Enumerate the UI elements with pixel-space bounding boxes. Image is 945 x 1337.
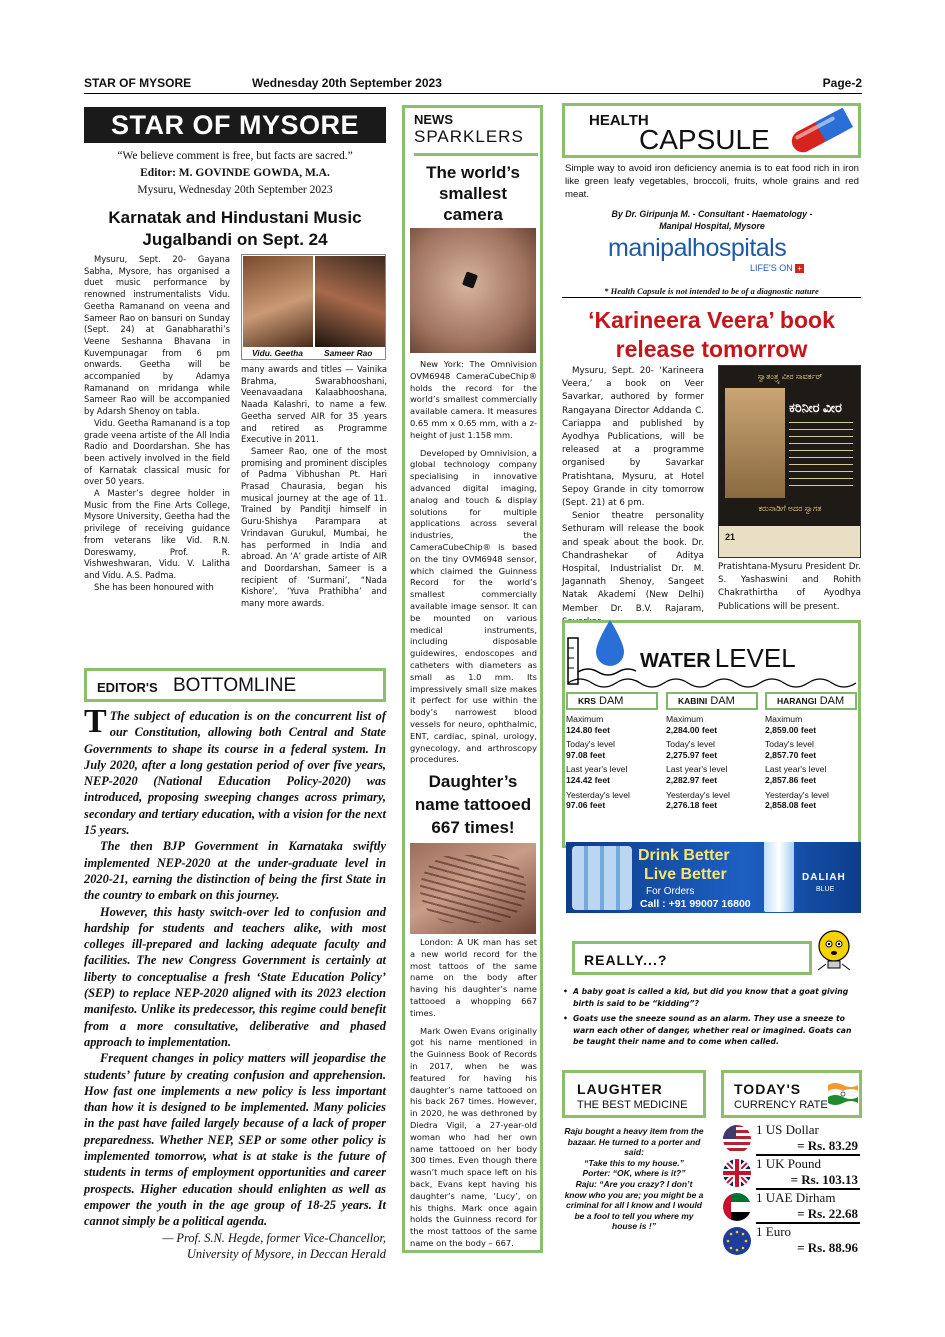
eur-value: = Rs. 88.96 [797, 1240, 858, 1255]
currency-rates [720, 1122, 860, 1256]
sameer-photo [315, 256, 385, 347]
page-header [84, 76, 862, 94]
health-disclaimer: * Health Capsule is not intended to be of a diagnostic nature [562, 286, 861, 298]
manipal-tagline: LIFE'S ON + [750, 263, 804, 273]
really-label: REALLY...? [584, 952, 668, 968]
sameer-caption: Sameer Rao [324, 348, 373, 358]
music-column-2 [241, 364, 387, 610]
sparklers-label-2: SPARKLERS [414, 127, 524, 146]
poster-subtitle: ಕರುನಾಡಿಗೆ ಅದರ ಸ್ವಾಗತ [758, 504, 822, 513]
health-byline-2: Manipal Hospital, Mysore [659, 221, 765, 231]
editorial-para: T The subject of education is on the concurrent list of our Constitution, allowing both Central and State Governments to shape its course in a federal system. In July 2020, after a long gestation period of over five years, NEP-2020 (National Education Policy-2020) was introduced, proposing sweeping changes across primary, secondary and tertiary education, with a vision for the next 15 years. [84, 703, 386, 838]
krs-last-label: Last year's level [566, 764, 628, 775]
geetha-caption: Vidu. Geetha [252, 348, 303, 358]
kabini-today: 2,275.97 feet [666, 749, 718, 760]
bullet-icon: • [563, 987, 568, 996]
rate-row-aed [720, 1190, 860, 1224]
currency-label-box [721, 1070, 862, 1118]
plus-icon: + [795, 264, 804, 273]
harangi-today-label: Today's level [765, 739, 814, 750]
editorial-para: The then BJP Government in Karnataka swiftly implemented NEP-2020 at the under-graduate level in 2020-21, earning the distinction of being the first State in the country to embark on this journey. [84, 839, 386, 903]
book-para: Senior theatre personality Sethuram will release the book and speak about the book. Dr. Chandrashekar of Aditya Hospital, Industrialist Dr. M. Jagannath Shenoy, Sangeet Natak Akademi (New Delhi) Member Dr. B.V. Rajaram, [562, 511, 704, 614]
joke-line: Raju bought a heavy item from the bazaar. He turned to a porter and said: [564, 1126, 704, 1158]
eu-flag-icon [722, 1226, 752, 1256]
book-headline-1: ‘Karineera Veera’ book [588, 307, 835, 333]
aed-value: = Rs. 22.68 [797, 1206, 858, 1221]
capsule-pill-icon [783, 108, 857, 154]
really-label-box [572, 941, 812, 975]
tattoo-body [410, 937, 537, 1250]
book-headline [562, 306, 861, 364]
laughter-label-1: LAUGHTER [577, 1081, 663, 1097]
ad-line-2: Live Better [644, 866, 727, 883]
poster-title: ಕರಿನೀರ ವೀರ [789, 400, 842, 415]
krs-today-label: Today's level [566, 739, 615, 750]
masthead-dateline: Mysuru, Wednesday 20th September 2023 [137, 184, 333, 196]
masthead-info [84, 148, 386, 199]
tattoo-para: London: A UK man has set a new world record for the most tattoos of the same name on the body after having his daughter’s name tattooed a whopping 667 times. [410, 937, 537, 1018]
krs-yest: 97.06 feet [566, 800, 606, 811]
harangi-max-label: Maximum [765, 714, 803, 724]
kabini-last: 2,282.97 feet [666, 774, 718, 785]
tattoo-photo [410, 843, 536, 934]
aed-unit: 1 UAE Dirham [756, 1190, 836, 1205]
harangi-today: 2,857.70 feet [765, 749, 817, 760]
camera-chip [462, 271, 478, 288]
masthead-editor: Editor: M. GOVINDE GOWDA, M.A. [140, 167, 330, 179]
ad-line-1: Drink Better [638, 847, 730, 864]
music-headline-line-1: Karnatak and Hindustani Music [108, 208, 362, 227]
krs-last: 124.42 feet [566, 774, 610, 785]
music-para: Mysuru, Sept. 20- Gayana Sabha, Mysore, has organised a duet music performance by renowned instrumentalists Vidu. Geetha Ramanand on veena and Sameer Rao on bansuri on Sunday (Sept. 24) at Ganabharathi’s Veene Seshanna Bhavana in Kuvempunagar from 6 pm onwards. Geetha will be accompanied by Adamya Ramanand on mridanga while Sameer Rao will be accompanied by Adarsh Shenoy on tabla. [84, 254, 230, 417]
editorial-body [84, 703, 386, 1262]
dam-harangi-values [765, 710, 857, 811]
music-para: many awards and titles — Vainika Brahma, Swarabhooshani, Veenavaadana Kalaabhooshana, Naada Kalashri, to name a few. Geetha served AIR for 35 years and retired as Programme Executive in 2011. [241, 364, 387, 445]
laughter-joke [564, 1126, 704, 1232]
music-para: A Master’s degree holder in Music from the Fine Arts College, Mysore University, Geetha had the privilege of receiving guidance from veterans like Vid. R.N. Doreswamy, Prof. R. Vishweshwaran, Vidu. V. Lalitha and Vidu. A.S. Padma. [84, 488, 230, 580]
gbp-unit: 1 UK Pound [756, 1156, 822, 1171]
book-para: Mysuru, Sept. 20- ‘Karineera Veera,’ a book on Veer Savarkar, authored by former Rangayana Director Addanda C. Cariappa and published by Ayodhya Publications, will be released at a programme organised by Savarkar Pratishtana, Mysuru, at Hotel Sepoy Grande in city tomorrow (Sept. 21) at 6 pm. [562, 366, 704, 509]
ad-slogan [638, 846, 730, 884]
editorial-para: However, this hasty switch-over led to confusion and hardship for students and teachers alike, with most colleges ill-prepared and lacking adequate faculty and facilities. The new Congress Government is certainly at liberty to conceptualise a fresh ‘State Education Policy’ (SEP) to replace NEP-2020 aligned with its 2023 election manifesto. Unlike its predecessor, this regime could benefit from a more consultative, deliberative and phased approach to implementation. [84, 904, 386, 1049]
camera-body [410, 359, 537, 766]
kabini-max: 2,284.00 feet [666, 724, 718, 735]
ad-brand: DALIAH [802, 872, 846, 883]
dam-krs-values [566, 710, 658, 811]
music-column-1 [84, 254, 230, 593]
dam-krs-label: KRS DAM [566, 692, 658, 710]
dam-kabini [666, 692, 758, 811]
health-byline-1: By Dr. Giripunja M. - Consultant - Haematology - [611, 209, 813, 219]
currency-label-1: TODAY'S [734, 1081, 802, 1097]
harangi-last-label: Last year's level [765, 764, 827, 775]
health-text: Simple way to avoid iron deficiency anemia is to eat food rich in iron like green leafy vegetables, broccoli, fruits, whole grains and red meat. [565, 163, 859, 200]
usd-unit: 1 US Dollar [756, 1122, 819, 1137]
rate-row-gbp [720, 1156, 860, 1190]
health-label-1: HEALTH [589, 112, 649, 129]
kabini-yest-label: Yesterday's level [666, 789, 730, 800]
editor-box-label [84, 668, 386, 702]
header-page-number: Page-2 [822, 76, 862, 90]
poster-date: 21 [725, 532, 736, 542]
usd-value: = Rs. 83.29 [797, 1138, 858, 1153]
kabini-yest: 2,276.18 feet [666, 800, 718, 811]
kabini-max-label: Maximum [666, 714, 704, 724]
rate-row-eur [720, 1224, 860, 1258]
music-para: She has been honoured with [94, 581, 214, 592]
editor-label-2: BOTTOMLINE [173, 675, 297, 696]
camera-headline: The world’s smallest camera [426, 163, 520, 224]
krs-today: 97.08 feet [566, 749, 606, 760]
masthead-title: STAR OF MYSORE [84, 107, 386, 143]
tattoo-para: Mark Owen Evans originally got his name mentioned in the Guinness Book of Records in 2017, when he was featured for having his daughter’s name tattooed on his back 267 times. However, in 2020, he was dethroned by Diedra Vigil, a 27-year-old woman who had her own name tattooed on her body 300 times. Even though there wasn’t much space left on his back, Evans kept having his daughter’s name, ‘Lucy’, on his thighs. Mark once again holds the Guinness record for the most tattoos of the same name on the body – 667. [410, 1025, 537, 1248]
health-byline [565, 208, 859, 232]
krs-max-label: Maximum [566, 714, 604, 724]
drop-cap: T [84, 703, 107, 740]
dam-krs [566, 692, 658, 811]
really-item: • A baby goat is called a kid, but did you know that a goat giving birth is said to be “kidding”? [563, 987, 849, 1008]
health-label-box [562, 103, 861, 158]
india-flag-icon [828, 1081, 858, 1105]
kabini-last-label: Last year's level [666, 764, 728, 775]
sparklers-label-1: NEWS [414, 112, 453, 127]
editor-label-1: EDITOR'S [97, 680, 158, 695]
krs-yest-label: Yesterday's level [566, 789, 630, 800]
ad-bottles-left [572, 846, 632, 910]
water-label-2: LEVEL [714, 643, 796, 673]
water-level-label [640, 643, 796, 674]
header-date: Wednesday 20th September 2023 [252, 76, 442, 90]
water-ad-banner [566, 842, 861, 913]
laughter-label-2: THE BEST MEDICINE [577, 1099, 688, 1111]
ad-brand-sub: BLUE [816, 886, 835, 893]
masthead-motto: “We believe comment is free, but facts are sacred.” [117, 150, 353, 162]
music-headline-line-2: Jugalbandi on Sept. 24 [142, 230, 328, 249]
uae-flag-icon [722, 1192, 752, 1222]
water-wave [568, 676, 858, 686]
dam-harangi-label: HARANGI DAM [765, 692, 857, 710]
harangi-last: 2,857.86 feet [765, 774, 817, 785]
gbp-value: = Rs. 103.13 [790, 1172, 858, 1187]
music-para: Vidu. Geetha Ramanand is a top grade veena artiste of the All India Radio and Doordarshan. She has been actively involved in the field of Karnatak classical music for over 50 years. [84, 417, 230, 487]
joke-line: Raju: “Are you crazy? I don’t know who you are; you might be a criminal for all I know and I would be a fool to tell you where my house is !” [564, 1178, 704, 1232]
poster-book-cover [725, 388, 785, 498]
editorial-byline-2: University of Mysore, in Deccan Herald [186, 1246, 386, 1261]
book-headline-2: release tomorrow [615, 336, 808, 362]
book-column-1 [562, 365, 704, 629]
camera-photo [410, 228, 536, 353]
music-headline [84, 207, 386, 251]
camera-para: New York: The Omnivision OVM6948 CameraCubeChip® holds the record for the world’s smallest commercially available camera. It measures 0.65 mm x 0.65 mm, with a z-height of just 1.158 mm. [410, 359, 537, 440]
editorial-byline-1: — Prof. S.N. Hegde, former Vice-Chancellor, [162, 1230, 386, 1245]
dam-harangi [765, 692, 857, 811]
water-label-1: WATER [640, 650, 711, 672]
laughter-label-box [562, 1070, 706, 1118]
sparklers-label [414, 112, 538, 156]
really-item: • Goats use the sneeze sound as an alarm. They use a sneeze to warn each other of danger, whether real or imagined. Goats can be taught their name and to come when called. [563, 1014, 852, 1047]
poster-top-text: ಸ್ವಾತಂತ್ರ್ಯ ವೀರ ಸಾವರ್ಕರ್ [757, 372, 823, 381]
harangi-yest: 2,858.08 feet [765, 800, 817, 811]
tattoo-headline: Daughter’s name tattooed 667 times! [414, 772, 532, 837]
editorial-para: Frequent changes in policy matters will jeopardise the students’ future by creating confusion and apprehension. How fast one implements a new policy is less important than how it is designed to be implemented. Many policies in the past have failed largely because of a lack of proper preparedness. Whether NEP, SEP or some other policy is implemented tomorrow, what is at stake is the future of students in terms of employment opportunities and career prospects. Higher education should enlighten as well as empower the youth in the age group of 18-25 years. It cannot simply be a political agenda. [84, 1051, 386, 1229]
really-list [562, 986, 861, 1048]
music-photos [241, 254, 386, 360]
currency-label-2: CURRENCY RATE [734, 1099, 828, 1111]
geetha-photo [243, 256, 313, 347]
tattoo-pattern [420, 855, 526, 923]
poster-footer [719, 526, 861, 558]
harangi-max: 2,859.00 feet [765, 724, 817, 735]
lightbulb-face-icon [812, 926, 860, 978]
rate-row-usd [720, 1122, 860, 1156]
eur-unit: 1 Euro [756, 1224, 792, 1239]
dam-kabini-values [666, 710, 758, 811]
camera-para: Developed by Omnivision, a global technology company specialising in innovative advanced digital imaging, analog and touch & display solutions for multiple applications across several industries, the CameraCubeChip® is based on the tiny OVM6948 sensor, which claimed the Guinness Record for the world’s smallest commercially available image sensor. It can be mounted on various medical instruments, including disposable guidewires, endoscopes and catheters with diameters as small as 1.0 mm. Its impressively small size makes it perfect for use within the body’s narrowest blood vessels for neuro, ophthalmic, ENT, cardiac, spinal, urology, gynecology, and arthroscopy procedures. [410, 447, 537, 765]
dam-kabini-label: KABINI DAM [666, 692, 758, 710]
ad-orders: For Orders [646, 886, 695, 897]
usa-flag-icon [722, 1124, 752, 1154]
manipal-logo: manipalhospitals [608, 234, 787, 262]
joke-line: “Take this to my house.” [584, 1157, 684, 1168]
harangi-yest-label: Yesterday's level [765, 789, 829, 800]
book-column-2: Pratishtana-Mysuru President Dr. S. Yashaswini and Rohith Chakrathirtha of Ayodhya Publications will be present. [718, 562, 861, 612]
bullet-icon: • [563, 1014, 568, 1024]
header-paper-name: STAR OF MYSORE [84, 76, 192, 90]
joke-line: Porter: “OK, where is it?” [582, 1168, 686, 1179]
health-label-2: CAPSULE [639, 124, 770, 155]
poster-details [789, 422, 853, 492]
ad-bottle-big [764, 842, 794, 912]
kabini-today-label: Today's level [666, 739, 715, 750]
krs-max: 124.80 feet [566, 724, 610, 735]
music-para: Sameer Rao, one of the most promising and prominent disciples of Padma Vibhushan Pt. Hari Prasad Chaurasia, began his musical journey at the age of 11. Trained by Panditji himself in Guru-Shishya Parampara at Vrindavan Gurukul, Mumbai, he has performed in India and abroad. An ‘A’ grade artiste of AIR and Doordarshan, Sameer is a recipient of ‘Surmani’, “Nada Kishore’, ‘Yuva Prathibha’ and many more awards. [241, 445, 387, 609]
uk-flag-icon [722, 1158, 752, 1188]
ad-phone: Call : +91 99007 16800 [640, 898, 751, 910]
book-poster [718, 365, 861, 558]
